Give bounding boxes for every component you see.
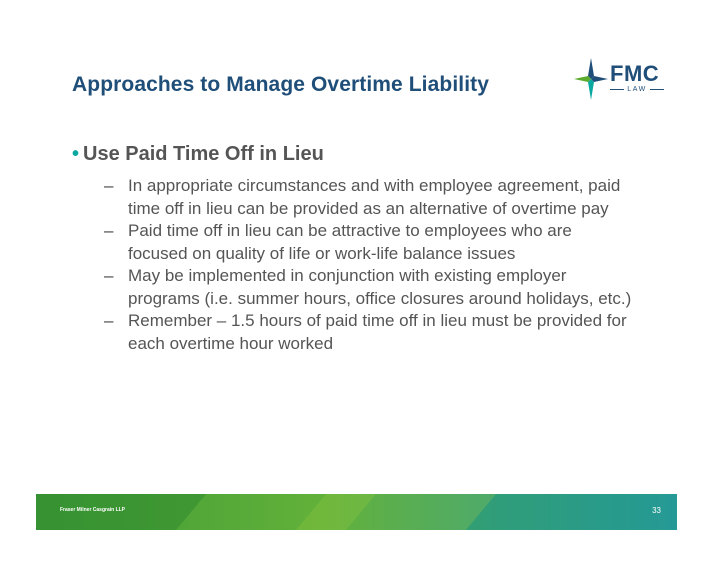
sub-bullet-text: Paid time off in lieu can be attractive to employees who are focused on quality of life or work-life balance issues xyxy=(128,221,572,263)
fmc-logo xyxy=(574,58,674,102)
footer-graphic xyxy=(36,494,677,530)
sub-bullet-text: May be implemented in conjunction with existing employer programs (i.e. summer hours, office closures around holidays, etc.) xyxy=(128,266,632,308)
dash-icon: – xyxy=(104,266,114,285)
bullet-text: Use Paid Time Off in Lieu xyxy=(83,143,324,165)
compass-star-icon xyxy=(574,58,608,100)
dash-icon: – xyxy=(104,176,114,195)
sub-bullet xyxy=(104,265,634,310)
dash-icon: – xyxy=(104,221,114,240)
sub-bullet-text: In appropriate circumstances and with employee agreement, paid time off in lieu can be provided as an alternative of overtime pay xyxy=(128,176,621,218)
bullet-dot-icon: • xyxy=(72,143,80,165)
logo-subtext xyxy=(610,86,664,93)
slide-title: Approaches to Manage Overtime Liability xyxy=(72,73,489,96)
dash-icon: – xyxy=(104,311,114,330)
logo-sub-label: LAW xyxy=(627,86,647,93)
sub-bullet-text: Remember – 1.5 hours of paid time off in lieu must be provided for each overtime hour worked xyxy=(128,311,627,353)
page-number: 33 xyxy=(652,506,661,515)
footer-bar xyxy=(36,494,677,530)
sub-bullet xyxy=(104,220,634,265)
sub-bullet-list xyxy=(104,175,634,355)
bullet-item xyxy=(72,143,324,166)
footer-firm-name: Fraser Milner Casgrain LLP xyxy=(60,507,126,513)
logo-wordmark: FMC xyxy=(610,61,660,86)
sub-bullet xyxy=(104,310,634,355)
sub-bullet xyxy=(104,175,634,220)
